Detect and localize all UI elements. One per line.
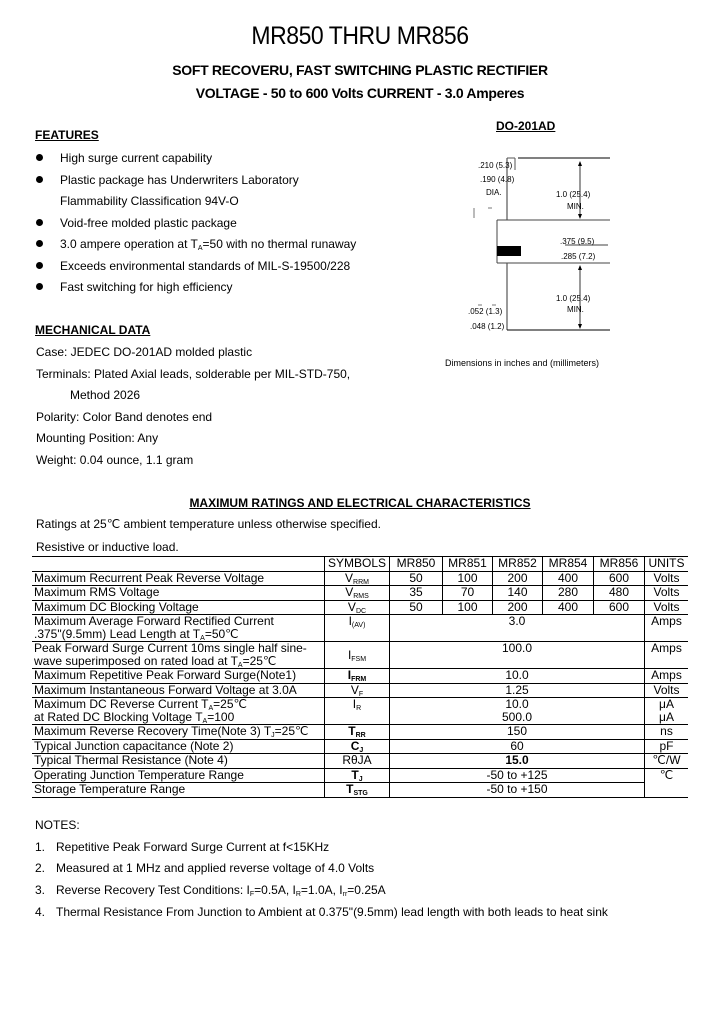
- dim-dia-max: .210 (5.3): [478, 161, 513, 170]
- dim-body-length-max: .375 (9.5): [560, 237, 595, 246]
- table-row: Maximum RMS Voltage $V_{RMS}$ 35 70 140 280 480 Volts: [32, 586, 688, 601]
- table-header-row: [32, 557, 688, 572]
- mechanical-line: Terminals: Plated Axial leads, solderable per MIL-STD-750,: [36, 367, 351, 381]
- table-row: Maximum Instantaneous Forward Voltage at 3.0A $V_F$ 1.25 Volts: [32, 683, 688, 698]
- mechanical-line: Weight: 0.04 ounce, 1.1 gram: [36, 453, 194, 467]
- mechanical-line: Polarity: Color Band denotes end: [36, 410, 213, 424]
- diode-outline-diagram: [440, 150, 640, 350]
- ratings-note: Resistive or inductive load.: [36, 540, 179, 554]
- bullet-icon: [36, 154, 43, 161]
- bullet-icon: [36, 219, 43, 226]
- note-item: 3. Reverse Recovery Test Conditions: $I_F=0.5A$, $I_R=1.0A$, $I_{rr}=0.25A$: [35, 883, 386, 898]
- column-header: MR851: [443, 557, 493, 572]
- ratings-note: Ratings at 25℃ ambient temperature unless otherwise specified.: [36, 517, 381, 531]
- table-row: Maximum DC Reverse Current $T_A=25℃$ at Rated DC Blocking Voltage $T_A=100$ $I_R$ 10.0 500.0 μA μA: [32, 698, 688, 725]
- column-header: UNITS: [645, 557, 689, 572]
- note-item: 1. Repetitive Peak Forward Surge Current at f<15KHz: [35, 840, 330, 854]
- table-row: Maximum Reverse Recovery Time(Note 3) $T_J=25℃$ $T_{RR}$ 150 ns: [32, 725, 688, 740]
- mechanical-line: Mounting Position: Any: [36, 431, 159, 445]
- dim-lead-length-top-min: MIN.: [567, 202, 584, 211]
- note-item: 4. Thermal Resistance From Junction to Ambient at 0.375"(9.5mm) lead length with both leads to heat sink: [35, 905, 608, 919]
- voltage-current-rating: VOLTAGE - 50 to 600 Volts CURRENT - 3.0 Amperes: [195, 85, 525, 101]
- bullet-icon: [36, 283, 43, 290]
- dimensions-caption: Dimensions in inches and (millimeters): [445, 358, 600, 368]
- document-title: MR850 THRU MR856: [251, 22, 469, 50]
- dim-lead-dia-max: .052 (1.3): [468, 307, 503, 316]
- column-header: SYMBOLS: [325, 557, 390, 572]
- column-header: MR850: [390, 557, 443, 572]
- mechanical-heading: MECHANICAL DATA: [35, 323, 151, 337]
- dim-body-length-min: .285 (7.2): [561, 252, 596, 261]
- table-row: Storage Temperature Range $T_{STG}$ -50 to +150: [32, 783, 688, 798]
- dim-dia-label: DIA.: [486, 188, 502, 197]
- ratings-title: MAXIMUM RATINGS AND ELECTRICAL CHARACTERISTICS: [189, 496, 531, 510]
- ratings-table: [32, 556, 688, 798]
- package-title: DO-201AD: [496, 119, 556, 133]
- bullet-icon: [36, 240, 43, 247]
- table-row: Operating Junction Temperature Range $T_J$ -50 to +125 ℃: [32, 768, 688, 783]
- document-subtitle: SOFT RECOVERU, FAST SWITCHING PLASTIC RECTIFIER: [172, 62, 548, 78]
- dim-dia-min: .190 (4.8): [480, 175, 515, 184]
- notes-heading: NOTES:: [35, 818, 80, 832]
- dim-lead-length-top: 1.0 (25.4): [556, 190, 591, 199]
- column-header: MR854: [543, 557, 594, 572]
- table-row: Typical Junction capacitance (Note 2) $C_J$ 60 pF: [32, 739, 688, 754]
- table-row: Maximum Recurrent Peak Reverse Voltage $V_{RRM}$ 50 100 200 400 600 Volts: [32, 571, 688, 586]
- table-row: Typical Thermal Resistance (Note 4) RθJA 15.0 ℃/W: [32, 754, 688, 769]
- column-header: MR852: [493, 557, 543, 572]
- mechanical-line: Case: JEDEC DO-201AD molded plastic: [36, 345, 253, 359]
- mechanical-line: Method 2026: [70, 388, 141, 402]
- features-heading: FEATURES: [35, 128, 99, 142]
- table-header-blank: [32, 557, 325, 572]
- dim-lead-length-bottom: 1.0 (25.4): [556, 294, 591, 303]
- column-header: MR856: [594, 557, 645, 572]
- dim-lead-length-bottom-min: MIN.: [567, 305, 584, 314]
- bullet-icon: [36, 176, 43, 183]
- bullet-icon: [36, 262, 43, 269]
- table-row: Peak Forward Surge Current 10ms single half sine- wave superimposed on rated load at $T_A=25℃$ $I_{FSM}$ 100.0 Amps: [32, 642, 688, 669]
- table-row: Maximum Repetitive Peak Forward Surge(Note1) $I_{FRM}$ 10.0 Amps: [32, 669, 688, 684]
- dim-lead-dia-min: .048 (1.2): [470, 322, 505, 331]
- table-row: Maximum DC Blocking Voltage $V_{DC}$ 50 100 200 400 600 Volts: [32, 600, 688, 615]
- note-item: 2. Measured at 1 MHz and applied reverse voltage of 4.0 Volts: [35, 861, 375, 875]
- table-row: Maximum Average Forward Rectified Current .375"(9.5mm) Lead Length at $T_A=50℃$ $I_{(AV)}$ 3.0 Amps: [32, 615, 688, 642]
